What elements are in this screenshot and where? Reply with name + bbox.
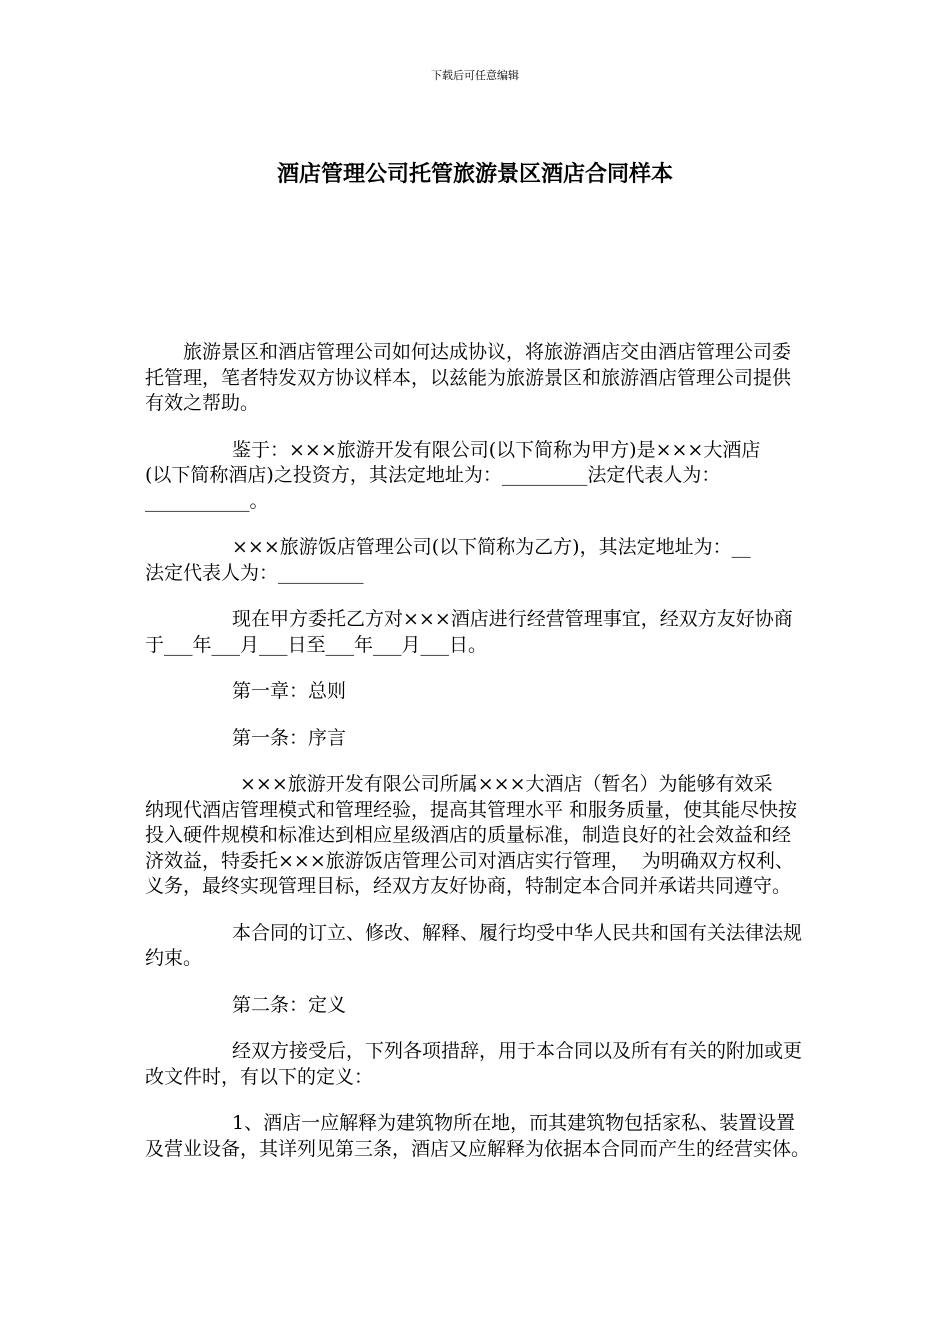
chapter-heading — [145, 679, 810, 705]
paragraph-definitions-intro — [145, 1039, 810, 1090]
text-line: 旅游景区和酒店管理公司如何达成协议，将旅游酒店交由酒店管理公司委 — [183, 341, 792, 363]
text-line: ×××旅游开发有限公司所属×××大酒店（暂名）为能够有效采 — [240, 773, 773, 795]
text-line: 于___年___月___日至___年___月___日。 — [145, 633, 488, 656]
text-line: 1、酒店一应解释为建筑物所在地，而其建筑物包括家私、装置设置 — [232, 1112, 796, 1134]
paragraph-preamble — [145, 772, 810, 900]
text-line: 托管理，笔者特发双方协议样本，以兹能为旅游景区和旅游酒店管理公司提供 — [145, 366, 792, 389]
text-line: 现在甲方委托乙方对×××酒店进行经营管理事宜，经双方友好协商 — [232, 608, 793, 630]
text-line: ___________。 — [145, 489, 269, 512]
text-line: 约束。 — [145, 947, 203, 969]
document-body — [145, 340, 810, 1183]
text-line: 本合同的订立、修改、解释、履行均受中华人民共和国有关法律法规 — [232, 921, 803, 944]
article-heading — [145, 726, 810, 752]
text-line: 义务，最终实现管理目标，经双方友好协商，特制定本合同并承诺共同遵守。 — [145, 875, 792, 897]
paragraph-intro — [145, 340, 810, 417]
text-line: 法定代表人为：_________ — [145, 561, 364, 584]
document-title: 酒店管理公司托管旅游景区酒店合同样本 — [276, 161, 673, 187]
text-line: 纳现代酒店管理模式和管理经验，提高其管理水平 和服务质量，使其能尽快按 — [145, 798, 798, 821]
text-line: 第一条：序言 — [232, 726, 347, 749]
paragraph-term — [145, 607, 810, 658]
paragraph-party-b — [145, 535, 810, 586]
text-line: ×××旅游饭店管理公司(以下简称为乙方)，其法定地址为：__ — [232, 536, 751, 558]
paragraph-definition-1 — [145, 1111, 810, 1162]
text-line: 济效益，特委托×××旅游饭店管理公司对酒店实行管理， 为明确双方权利、 — [145, 849, 794, 872]
text-line: 改文件时，有以下的定义： — [145, 1065, 374, 1088]
text-line: 有效之帮助。 — [145, 392, 260, 414]
text-line: 投入硬件规模和标准达到相应星级酒店的质量标准，制造良好的社会效益和经 — [145, 824, 792, 846]
text-line: (以下简称酒店)之投资方，其法定地址为：_________法定代表人为： — [145, 464, 721, 486]
text-line: 第一章：总则 — [232, 680, 347, 702]
page-header-note: 下载后可任意编辑 — [431, 69, 519, 82]
article-heading — [145, 993, 810, 1019]
text-line: 第二条：定义 — [232, 993, 347, 1016]
paragraph-party-a — [145, 438, 810, 515]
text-line: 经双方接受后，下列各项措辞，用于本合同以及所有有关的附加或更 — [232, 1040, 803, 1062]
text-line: 鉴于：×××旅游开发有限公司(以下简称为甲方)是×××大酒店 — [232, 438, 761, 461]
text-line: 及营业设备，其详列见第三条，酒店又应解释为依据本合同而产生的经营实体。 — [145, 1137, 811, 1160]
paragraph-governing-law — [145, 921, 810, 972]
